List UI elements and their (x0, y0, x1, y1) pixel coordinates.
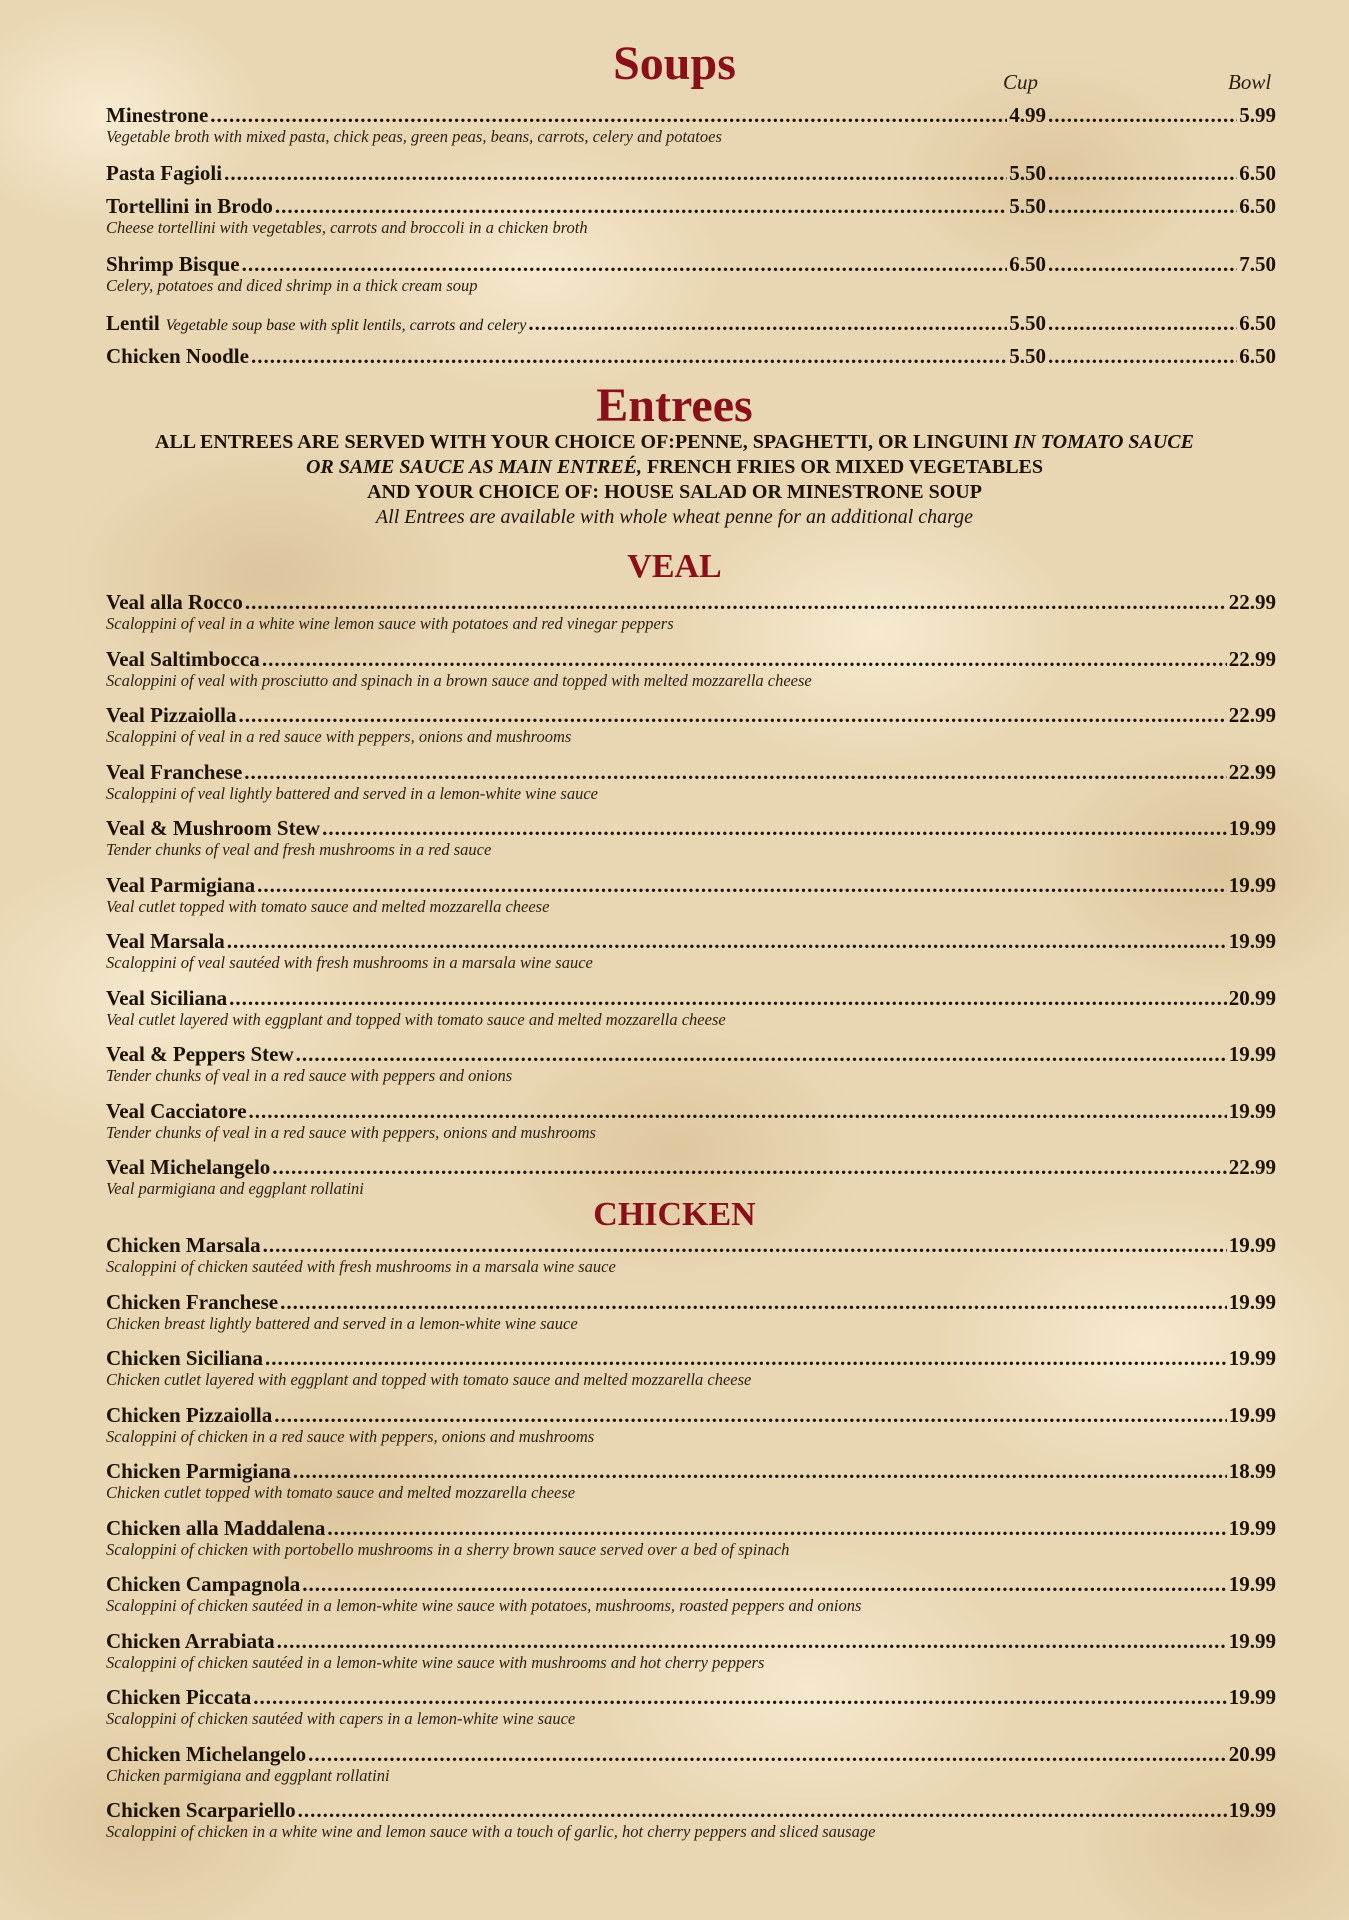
soup-description: Vegetable broth with mixed pasta, chick peas, green peas, beans, carrots, celery and potatoes (106, 127, 722, 146)
soup-item (106, 252, 1276, 296)
chicken-item-name: Chicken Parmigiana (106, 1459, 291, 1483)
chicken-item (106, 1403, 1276, 1447)
entrees-note-line-4: All Entrees are available with whole wheat penne for an additional charge (375, 506, 974, 528)
veal-item-price: 22.99 (1228, 590, 1276, 614)
chicken-item-price: 19.99 (1228, 1402, 1276, 1427)
veal-item-price: 22.99 (1228, 1155, 1276, 1179)
veal-item-name: Veal & Mushroom Stew (106, 816, 321, 840)
chicken-title: CHICKEN (593, 1196, 756, 1233)
chicken-item-description: Scaloppini of chicken sautéed with capers in a lemon-white wine sauce (106, 1709, 576, 1728)
chicken-item-description: Scaloppini of chicken sautéed in a lemon-white wine sauce with mushrooms and hot cherry peppers (106, 1652, 765, 1672)
chicken-item-description: Scaloppini of chicken with portobello mushrooms in a sherry brown sauce served over a bed of spinach (106, 1539, 790, 1559)
chicken-item-name: Chicken Scarpariello (106, 1798, 296, 1822)
entrees-note-line-3: AND YOUR CHOICE OF: HOUSE SALAD OR MINESTRONE SOUP (367, 481, 982, 503)
chicken-item (106, 1346, 1276, 1390)
veal-item-price: 19.99 (1228, 929, 1276, 953)
soup-name: Pasta Fagioli (106, 161, 223, 185)
soup-bowl-price: 6.50 (1239, 344, 1276, 368)
entrees-note-line-1 (0, 430, 1349, 455)
veal-item-description: Scaloppini of veal lightly battered and served in a lemon-white wine sauce (106, 783, 598, 803)
chicken-item-name: Chicken Marsala (106, 1233, 261, 1257)
chicken-item (106, 1629, 1276, 1673)
soup-cup-price: 5.50 (1009, 161, 1046, 185)
veal-item-description: Veal cutlet layered with eggplant and topped with tomato sauce and melted mozzarella cheese (106, 1009, 726, 1029)
chicken-item-name: Chicken Campagnola (106, 1572, 301, 1596)
veal-item-name: Veal Franchese (106, 759, 243, 784)
veal-item-description: Tender chunks of veal and fresh mushrooms in a red sauce (106, 840, 492, 859)
veal-item-description: Scaloppini of veal with prosciutto and spinach in a brown sauce and topped with melted mozzarella cheese (106, 670, 812, 690)
veal-item (106, 1155, 1276, 1199)
chicken-item-name: Chicken alla Maddalena (106, 1515, 326, 1540)
chicken-item-price: 19.99 (1228, 1628, 1276, 1653)
soup-item (106, 161, 1276, 185)
veal-item (106, 760, 1276, 804)
chicken-item-description: Chicken parmigiana and eggplant rollatini (106, 1765, 390, 1785)
chicken-item-price: 19.99 (1228, 1685, 1276, 1709)
chicken-item-description: Scaloppini of chicken in a white wine and lemon sauce with a touch of garlic, hot cherry peppers and sliced sausage (106, 1822, 876, 1841)
soup-cup-price: 6.50 (1009, 252, 1046, 276)
entrees-note-line-2 (0, 455, 1349, 480)
chicken-item-name: Chicken Arrabiata (106, 1628, 275, 1653)
chicken-item-description: Chicken cutlet layered with eggplant and topped with tomato sauce and melted mozzarella cheese (106, 1370, 752, 1389)
chicken-item (106, 1742, 1276, 1786)
soup-item (106, 103, 1276, 147)
chicken-item-description: Chicken cutlet topped with tomato sauce and melted mozzarella cheese (106, 1483, 576, 1502)
soup-bowl-price: 6.50 (1239, 161, 1276, 185)
entrees-title: Entrees (596, 379, 753, 432)
chicken-item-description: Chicken breast lightly battered and served in a lemon-white wine sauce (106, 1313, 578, 1333)
veal-item-description: Scaloppini of veal in a white wine lemon sauce with potatoes and red vinegar peppers (106, 614, 674, 633)
veal-item-description: Veal cutlet topped with tomato sauce and melted mozzarella cheese (106, 896, 550, 916)
chicken-item-name: Chicken Franchese (106, 1289, 279, 1314)
veal-item-name: Veal Marsala (106, 929, 225, 953)
chicken-item-description: Scaloppini of chicken sautéed in a lemon-white wine sauce with potatoes, mushrooms, roasted peppers and onions (106, 1596, 862, 1615)
chicken-item-name: Chicken Piccata (106, 1685, 252, 1709)
veal-item-description: Veal parmigiana and eggplant rollatini (106, 1179, 364, 1198)
chicken-item (106, 1233, 1276, 1277)
chicken-item-price: 18.99 (1228, 1459, 1276, 1483)
veal-item-name: Veal Michelangelo (106, 1155, 271, 1179)
soup-item (106, 194, 1276, 238)
soup-name: Shrimp Bisque (106, 252, 240, 276)
soup-bowl-price: 5.99 (1239, 103, 1276, 127)
veal-item (106, 873, 1276, 917)
bowl-column-label: Bowl (1228, 70, 1272, 94)
soup-cup-price: 5.50 (1009, 344, 1046, 368)
entrees-note-text: OR SAME SAUCE AS MAIN ENTREÉ, (305, 456, 643, 478)
veal-item (106, 986, 1276, 1030)
chicken-item-description: Scaloppini of chicken sautéed with fresh mushrooms in a marsala wine sauce (106, 1257, 616, 1276)
veal-item-price: 22.99 (1228, 703, 1276, 727)
soup-inline-description: Vegetable soup base with split lentils, carrots and celery (165, 317, 527, 334)
soup-item (106, 311, 1276, 338)
chicken-item-description: Scaloppini of chicken in a red sauce with peppers, onions and mushrooms (106, 1426, 595, 1446)
veal-title: VEAL (627, 548, 722, 585)
soup-cup-price: 4.99 (1009, 103, 1046, 127)
chicken-item-price: 19.99 (1228, 1346, 1276, 1370)
chicken-item-price: 19.99 (1228, 1289, 1276, 1314)
chicken-item-price: 19.99 (1228, 1515, 1276, 1540)
chicken-item (106, 1516, 1276, 1560)
veal-item-description: Tender chunks of veal in a red sauce with peppers and onions (106, 1066, 513, 1085)
chicken-item (106, 1459, 1276, 1503)
veal-item (106, 816, 1276, 860)
veal-item-price: 19.99 (1228, 1098, 1276, 1123)
chicken-item-price: 19.99 (1228, 1798, 1276, 1822)
veal-item-price: 22.99 (1228, 646, 1276, 671)
chicken-item-price: 19.99 (1228, 1233, 1276, 1257)
soup-name: Minestrone (106, 103, 209, 127)
entrees-note-text: FRENCH FRIES OR MIXED VEGETABLES (642, 456, 1044, 478)
chicken-item (106, 1290, 1276, 1334)
entrees-note-text: ALL ENTREES ARE SERVED WITH YOUR CHOICE OF:PENNE, SPAGHETTI, OR LINGUINI (155, 431, 1014, 453)
veal-item-description: Scaloppini of veal in a red sauce with peppers, onions and mushrooms (106, 727, 572, 746)
entrees-note-text: IN TOMATO SAUCE (1013, 431, 1194, 453)
veal-item-price: 19.99 (1228, 872, 1276, 897)
soup-description: Cheese tortellini with vegetables, carrots and broccoli in a chicken broth (106, 218, 588, 237)
soup-bowl-price: 6.50 (1239, 311, 1276, 335)
veal-item-name: Veal Cacciatore (106, 1098, 247, 1123)
veal-item-name: Veal Parmigiana (106, 872, 256, 897)
soup-bowl-price: 6.50 (1239, 194, 1276, 218)
veal-item (106, 929, 1276, 973)
veal-item-price: 20.99 (1228, 985, 1276, 1010)
soup-name: Chicken Noodle (106, 344, 249, 368)
veal-item-description: Tender chunks of veal in a red sauce with peppers, onions and mushrooms (106, 1122, 596, 1142)
chicken-item (106, 1572, 1276, 1616)
veal-item (106, 590, 1276, 634)
soup-bowl-price: 7.50 (1239, 252, 1276, 276)
veal-item-name: Veal Pizzaiolla (106, 703, 237, 727)
soup-item (106, 344, 1276, 368)
veal-item-name: Veal & Peppers Stew (106, 1042, 294, 1066)
veal-item-price: 19.99 (1228, 1042, 1276, 1066)
veal-item-price: 19.99 (1228, 816, 1276, 840)
veal-item (106, 703, 1276, 747)
veal-item-name: Veal Saltimbocca (106, 646, 260, 671)
chicken-item-name: Chicken Pizzaiolla (106, 1402, 273, 1427)
veal-item (106, 647, 1276, 691)
soup-cup-price: 5.50 (1009, 194, 1046, 218)
chicken-item (106, 1685, 1276, 1729)
soups-title: Soups (613, 37, 736, 90)
chicken-item-price: 19.99 (1228, 1572, 1276, 1596)
cup-column-label: Cup (1003, 70, 1039, 94)
chicken-item-price: 20.99 (1228, 1741, 1276, 1766)
veal-item (106, 1042, 1276, 1086)
chicken-item-name: Chicken Siciliana (106, 1346, 263, 1370)
veal-item (106, 1099, 1276, 1143)
chicken-item-name: Chicken Michelangelo (106, 1741, 307, 1766)
soup-name: Tortellini in Brodo (106, 194, 273, 218)
soup-cup-price: 5.50 (1009, 311, 1046, 335)
veal-item-name: Veal alla Rocco (106, 590, 243, 614)
veal-item-description: Scaloppini of veal sautéed with fresh mushrooms in a marsala wine sauce (106, 953, 593, 972)
chicken-item (106, 1798, 1276, 1842)
soup-name: Lentil (106, 311, 160, 335)
soup-description: Celery, potatoes and diced shrimp in a thick cream soup (106, 276, 478, 295)
veal-item-price: 22.99 (1228, 759, 1276, 784)
veal-item-name: Veal Siciliana (106, 985, 228, 1010)
